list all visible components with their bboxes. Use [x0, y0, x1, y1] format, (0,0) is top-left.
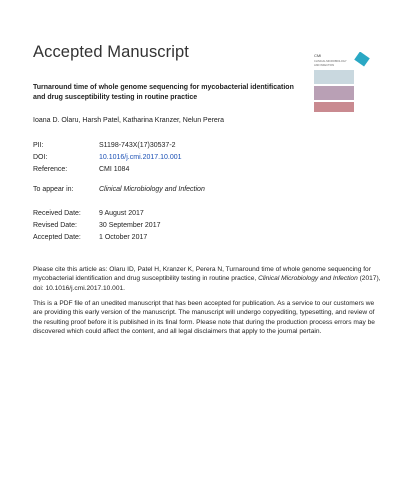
revised-row: [33, 222, 161, 229]
pii-value: S1198-743X(17)30537-2: [99, 142, 176, 149]
doi-link[interactable]: 10.1016/j.cmi.2017.10.001: [99, 154, 182, 161]
svg-text:CLINICAL MICROBIOLOGY: CLINICAL MICROBIOLOGY: [314, 60, 347, 63]
received-value: 9 August 2017: [99, 210, 144, 217]
received-row: [33, 210, 144, 217]
citation-paragraph: [33, 265, 383, 293]
pii-label: PII:: [33, 142, 44, 149]
doi-label: DOI:: [33, 154, 48, 161]
citation-text: Please cite this article as: Olaru ID, Patel H, Kranzer K, Perera N, Turnaround time of whole genome sequencing for mycobacterial identification and drug susceptibility testing in routine practice,: [33, 266, 371, 283]
doi-row: [33, 154, 182, 161]
reference-label: Reference:: [33, 166, 68, 173]
svg-text:CMI: CMI: [314, 53, 322, 58]
reference-row: [33, 166, 129, 173]
accepted-value: 1 October 2017: [99, 234, 148, 241]
author-list: Ioana D. Olaru, Harsh Patel, Katharina Kranzer, Nelun Perera: [33, 117, 225, 124]
accepted-label: Accepted Date:: [33, 234, 81, 241]
appear-value: Clinical Microbiology and Infection: [99, 186, 205, 193]
citation-tail: (2017), doi: 10.1016/j.cmi.2017.10.001.: [33, 275, 381, 292]
pii-row: [33, 142, 176, 149]
appear-row: [33, 186, 205, 193]
svg-text:AND INFECTION: AND INFECTION: [314, 64, 335, 67]
revised-label: Revised Date:: [33, 222, 77, 229]
appear-label: To appear in:: [33, 186, 74, 193]
journal-cover-thumbnail: [312, 52, 372, 118]
disclaimer-paragraph: This is a PDF file of an unedited manuscript that has been accepted for publication. As a service to our customers we are providing this early version of the manuscript. The manuscript will undergo copyediting, typesetting, and review of the resulting proof before it is published in its final form. Please note that during the production process errors may be discovered which could affect the content, and all legal disclaimers that apply to the journal pertain.: [33, 300, 375, 335]
accepted-row: [33, 234, 147, 241]
reference-value: CMI 1084: [99, 166, 130, 173]
received-label: Received Date:: [33, 210, 81, 217]
citation-journal: Clinical Microbiology and Infection: [258, 275, 358, 283]
article-title: Turnaround time of whole genome sequencing for mycobacterial identification and drug susceptibility testing in routine practice: [33, 84, 294, 101]
revised-value: 30 September 2017: [99, 222, 161, 229]
page-heading: Accepted Manuscript: [33, 43, 189, 61]
